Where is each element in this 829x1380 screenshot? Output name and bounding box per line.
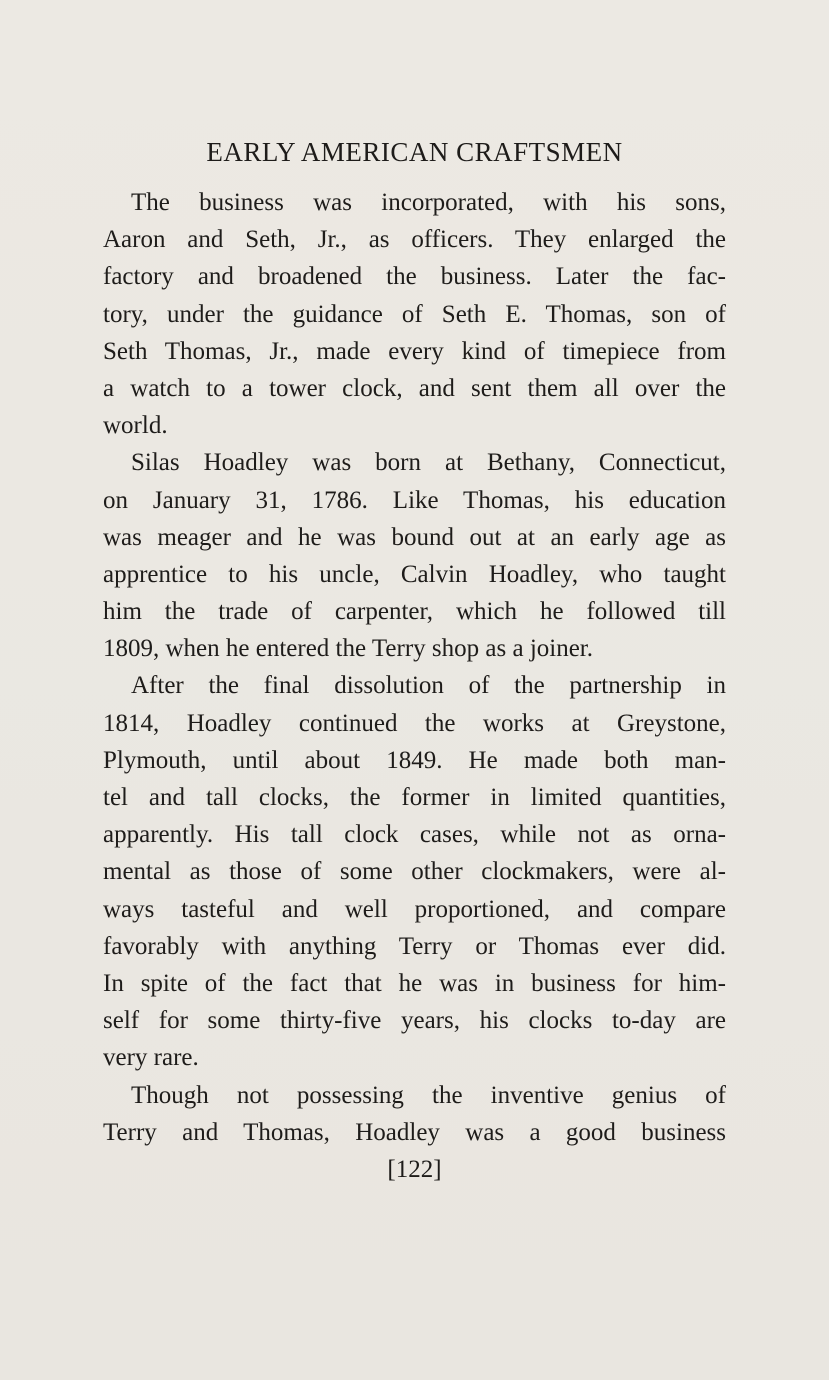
text-line: Terry and Thomas, Hoadley was a good business — [103, 1118, 726, 1146]
text-line: apparently. His tall clock cases, while not as orna- — [103, 821, 726, 849]
text-line: tel and tall clocks, the former in limited quantities, — [103, 784, 726, 811]
text-line: tory, under the guidance of Seth E. Thomas, son of — [103, 300, 726, 328]
text-line: self for some thirty-five years, his clocks to-day are — [103, 1007, 726, 1035]
text-line: on January 31, 1786. Like Thomas, his education — [103, 486, 726, 514]
text-line: Aaron and Seth, Jr., as officers. They enlarged the — [103, 226, 726, 254]
text-line: After the final dissolution of the partnership in — [131, 672, 726, 700]
text-line: world. — [103, 412, 168, 440]
text-line: 1814, Hoadley continued the works at Greystone, — [103, 709, 726, 737]
text-line: Seth Thomas, Jr., made every kind of timepiece from — [103, 337, 726, 365]
text-line: The business was incorporated, with his sons, — [131, 189, 726, 216]
text-line: factory and broadened the business. Later the fac- — [103, 263, 726, 291]
page-number: [122] — [387, 1156, 442, 1183]
running-head: EARLY AMERICAN CRAFTSMEN — [206, 137, 623, 167]
text-line: him the trade of carpenter, which he followed till — [103, 598, 726, 626]
text-line: In spite of the fact that he was in business for him- — [103, 969, 726, 997]
text-line: mental as those of some other clockmakers, were al- — [103, 858, 726, 886]
text-line: Plymouth, until about 1849. He made both man- — [103, 746, 726, 774]
text-line: a watch to a tower clock, and sent them all over the — [103, 374, 726, 402]
text-line: was meager and he was bound out at an early age as — [103, 523, 726, 551]
body-text — [103, 184, 726, 1151]
text-line: apprentice to his uncle, Calvin Hoadley, who taught — [103, 560, 726, 588]
text-line: Silas Hoadley was born at Bethany, Connecticut, — [131, 449, 726, 477]
text-line: favorably with anything Terry or Thomas ever did. — [103, 932, 726, 960]
text-line: Though not possessing the inventive genius of — [131, 1081, 726, 1109]
text-line: very rare. — [103, 1044, 199, 1072]
text-line: 1809, when he entered the Terry shop as a joiner. — [103, 635, 594, 663]
text-line: ways tasteful and well proportioned, and compare — [103, 895, 726, 923]
